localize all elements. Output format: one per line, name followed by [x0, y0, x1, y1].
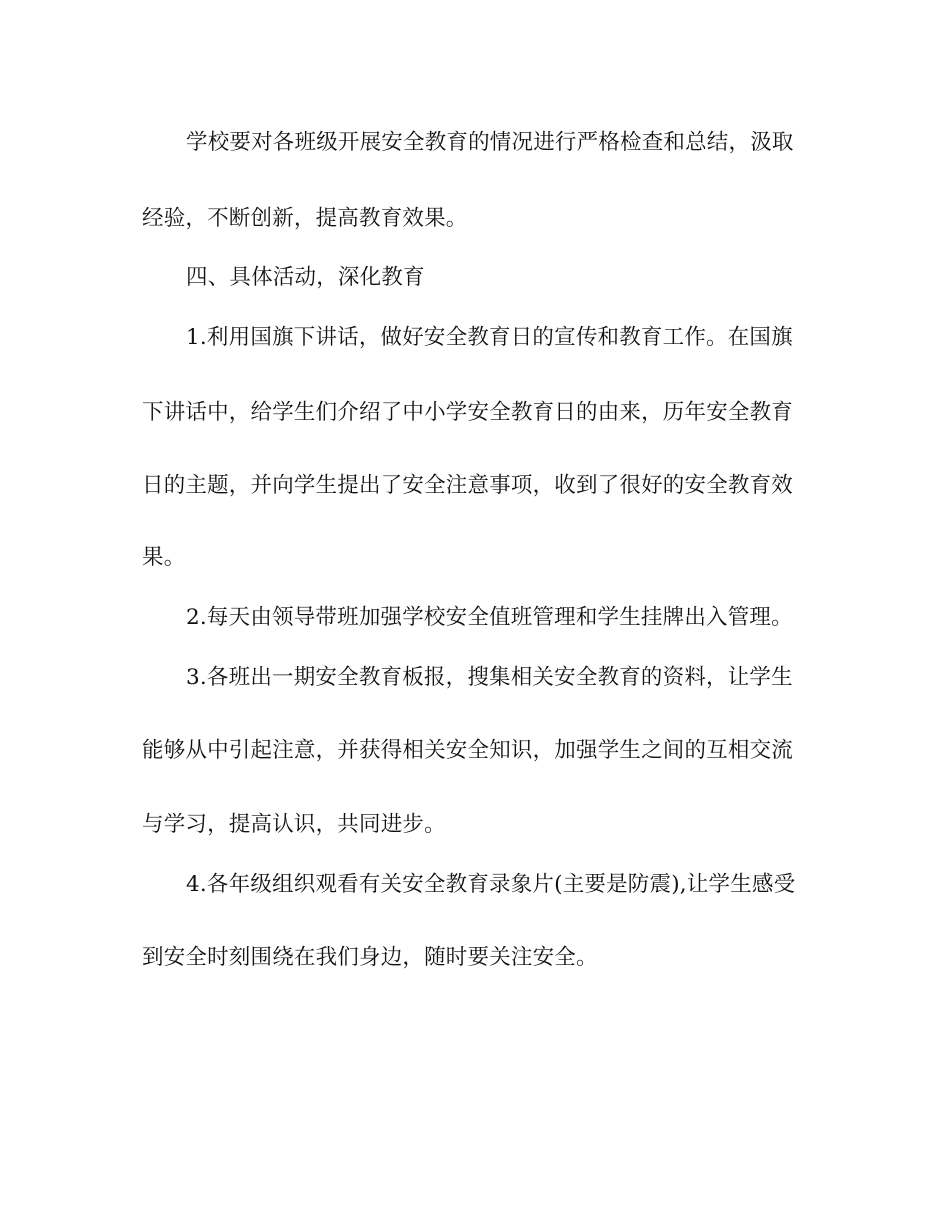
text-line: 与学习，提高认识，共同进步。	[142, 812, 446, 837]
text-line: 学校要对各班级开展安全教育的情况进行严格检查和总结，汲取	[186, 130, 794, 155]
text-line: 2.每天由领导带班加强学校安全值班管理和学生挂牌出入管理。	[186, 605, 793, 630]
text-line: 3.各班出一期安全教育板报，搜集相关安全教育的资料，让学生	[186, 665, 793, 690]
text-line: 日的主题，并向学生提出了安全注意事项，收到了很好的安全教育效	[142, 473, 794, 498]
text-line: 经验，不断创新，提高教育效果。	[142, 206, 468, 231]
section-heading: 四、具体活动，深化教育	[186, 265, 425, 290]
text-line: 1.利用国旗下讲话，做好安全教育日的宣传和教育工作。在国旗	[186, 325, 793, 350]
text-line: 果。	[142, 545, 186, 570]
text-line: 能够从中引起注意，并获得相关安全知识，加强学生之间的互相交流	[142, 738, 794, 763]
text-line: 到安全时刻围绕在我们身边，随时要关注安全。	[142, 945, 598, 970]
text-line: 下讲话中，给学生们介绍了中小学安全教育日的由来，历年安全教育	[142, 400, 794, 425]
text-line: 4.各年级组织观看有关安全教育录象片(主要是防震),让学生感受	[186, 872, 796, 897]
